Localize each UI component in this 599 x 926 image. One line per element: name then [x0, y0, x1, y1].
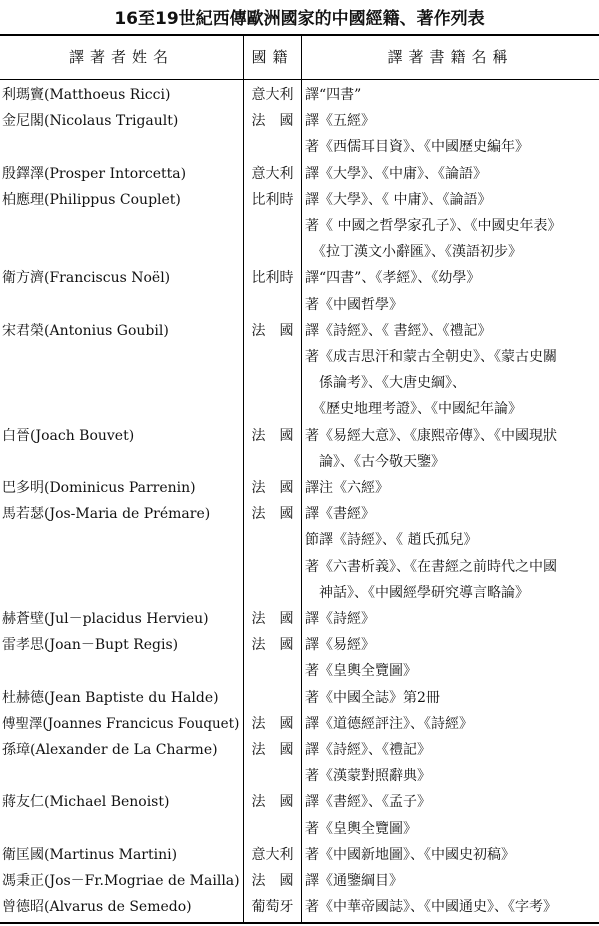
- nationality: 法 國: [251, 611, 294, 627]
- nationality: 法 國: [251, 715, 294, 732]
- work-titles: 神話》、《中國經學研究導言略論》: [305, 584, 529, 601]
- table-row: [0, 370, 599, 396]
- translator-name: 曾德昭(Alvarus de Semedo): [2, 899, 192, 916]
- work-titles: 譯《通鑒綱目》: [305, 873, 403, 889]
- work-titles: 譯《詩經》: [305, 611, 375, 627]
- table-row: [0, 82, 599, 108]
- work-titles: 譯《書經》、《孟子》: [305, 794, 431, 811]
- table-row: [0, 423, 599, 449]
- work-titles: 係論考》、《大唐史綱》、: [305, 375, 466, 392]
- table-row: [0, 737, 599, 763]
- nationality: 法 國: [251, 794, 294, 811]
- nationality: 法 國: [251, 427, 294, 444]
- work-titles: 著《 中國之哲學家孔子》、《中國史年表》: [305, 218, 562, 234]
- work-titles: 著《中國哲學》: [305, 296, 403, 313]
- nationality: 法 國: [251, 480, 294, 496]
- nationality: 意大利: [251, 846, 294, 863]
- translator-name: 宋君榮(Antonius Goubil): [2, 322, 169, 339]
- table-row: [0, 842, 599, 868]
- table-row: [0, 816, 599, 842]
- work-titles: 《歷史地理考證》、《中國紀年論》: [305, 401, 522, 418]
- translator-name: 金尼閣(Nicolaus Trigault): [2, 113, 179, 130]
- table-row: [0, 606, 599, 632]
- work-titles: 著《中國全誌》第2冊: [305, 689, 440, 706]
- translator-name: 巴多明(Dominicus Parrenin): [2, 480, 196, 496]
- page-title: 16至19世紀西傳歐洲國家的中國經籍、著作列表: [114, 9, 485, 29]
- translator-name: 傅聖澤(Joannes Francicus Fouquet): [2, 715, 240, 732]
- header-works: 譯著書籍名稱: [387, 48, 514, 66]
- translator-name: 衛方濟(Franciscus Noël): [2, 270, 171, 287]
- nationality: 法 國: [251, 637, 294, 654]
- translator-name: 殷鐸澤(Prosper Intorcetta): [2, 165, 187, 182]
- table-row: [0, 265, 599, 291]
- table-row: [0, 344, 599, 370]
- table-row: [0, 318, 599, 344]
- table-row: [0, 554, 599, 580]
- nationality: 法 國: [251, 742, 294, 758]
- work-titles: 著《易經大意》、《康熙帝傳》、《中國現狀: [305, 427, 557, 444]
- table-row: [0, 239, 599, 265]
- translator-name: 馬若瑟(Jos-Maria de Prémare): [2, 506, 211, 523]
- work-titles: 著《皇輿全覽圖》: [305, 820, 417, 837]
- table-row: [0, 292, 599, 318]
- table-row: [0, 711, 599, 737]
- work-titles: 著《成吉思汗和蒙古全朝史》、《蒙古史關: [305, 349, 557, 365]
- work-titles: 譯《道德經評注》、《詩經》: [305, 715, 473, 732]
- work-titles: 著《漢蒙對照辭典》: [305, 768, 431, 785]
- translator-name: 赫蒼壁(Jul－placidus Hervieu): [2, 611, 209, 627]
- table-row: [0, 685, 599, 711]
- header-name: 譯著者姓名: [68, 48, 174, 66]
- work-titles: 著《中國新地圖》、《中國史初稿》: [305, 846, 515, 863]
- work-titles: 譯“四書”: [305, 87, 362, 103]
- table-row: [0, 789, 599, 815]
- translator-name: 蔣友仁(Michael Benoist): [2, 794, 170, 811]
- work-titles: 著《西儒耳目資》、《中國歷史編年》: [305, 139, 529, 156]
- translator-name: 利瑪竇(Matthoeus Ricci): [2, 87, 171, 103]
- work-titles: 著《中華帝國誌》、《中國通史》、《字考》: [305, 899, 557, 916]
- translator-name: 雷孝思(Joan－Bupt Regis): [2, 637, 179, 654]
- translator-name: 孫璋(Alexander de La Charme): [2, 742, 218, 758]
- table-row: [0, 396, 599, 422]
- table-row: [0, 213, 599, 239]
- nationality: 法 國: [251, 506, 294, 523]
- table-row: [0, 527, 599, 553]
- work-titles: 譯注《六經》: [305, 480, 389, 496]
- work-titles: 譯“四書”、《孝經》、《幼學》: [305, 270, 481, 287]
- work-titles: 譯《大學》、《中庸》、《論語》: [305, 165, 487, 182]
- nationality: 葡萄牙: [251, 899, 294, 916]
- table-row: [0, 449, 599, 475]
- table-row: [0, 894, 599, 920]
- table-row: [0, 108, 599, 134]
- translator-name: 白晉(Joach Bouvet): [2, 427, 135, 444]
- work-titles: 譯《大學》、《 中庸》、《論語》: [305, 191, 492, 208]
- table-row: [0, 134, 599, 160]
- nationality: 意大利: [251, 165, 294, 182]
- translator-name: 馮秉正(Jos－Fr.Mogriae de Mailla): [2, 873, 240, 889]
- work-titles: 著《六書析義》、《在書經之前時代之中國: [305, 558, 557, 575]
- nationality: 比利時: [251, 191, 294, 208]
- translator-name: 杜赫德(Jean Baptiste du Halde): [2, 689, 219, 706]
- table-row: [0, 161, 599, 187]
- work-titles: 譯《書經》: [305, 506, 375, 523]
- work-titles: 譯《詩經》、《 書經》、《禮記》: [305, 322, 492, 339]
- table-row: [0, 475, 599, 501]
- work-titles: 譯《易經》: [305, 637, 375, 654]
- table-row: [0, 187, 599, 213]
- table-row: [0, 763, 599, 789]
- table-row: [0, 580, 599, 606]
- work-titles: 譯《詩經》、《禮記》: [305, 742, 431, 758]
- work-titles: 譯《五經》: [305, 113, 375, 130]
- work-titles: 著《皇輿全覽圖》: [305, 663, 417, 680]
- nationality: 意大利: [251, 87, 294, 103]
- header-nation: 國籍: [251, 48, 294, 66]
- table-row: [0, 501, 599, 527]
- nationality: 法 國: [251, 322, 294, 339]
- works-table: [0, 34, 599, 924]
- table-header: [0, 36, 599, 80]
- table-row: [0, 658, 599, 684]
- work-titles: 《拉丁漢文小辭匯》、《漢語初步》: [305, 244, 522, 261]
- translator-name: 柏應理(Philippus Couplet): [2, 191, 181, 208]
- table-row: [0, 632, 599, 658]
- table-row: [0, 868, 599, 894]
- nationality: 比利時: [251, 270, 294, 287]
- work-titles: 論》、《古今敬天鑒》: [305, 453, 445, 470]
- nationality: 法 國: [251, 873, 294, 889]
- work-titles: 節譯《詩經》、《 趙氏孤兒》: [305, 532, 478, 549]
- nationality: 法 國: [251, 113, 294, 130]
- translator-name: 衛匡國(Martinus Martini): [2, 846, 178, 863]
